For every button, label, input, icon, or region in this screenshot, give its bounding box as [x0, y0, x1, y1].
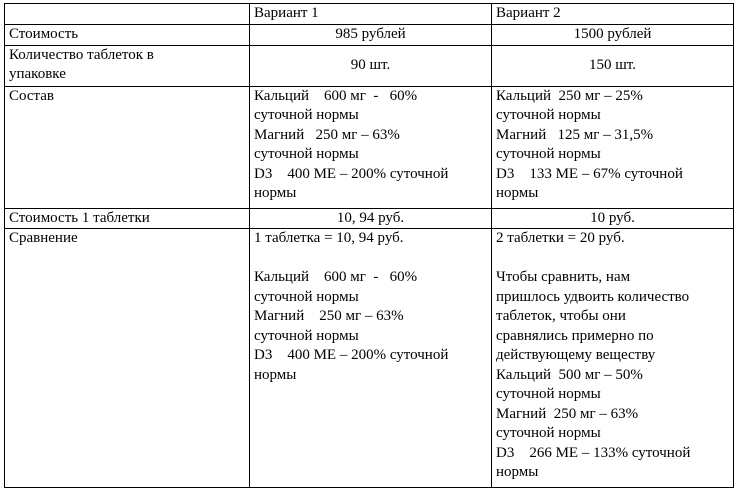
composition-v1-line: Магний 250 мг – 63% — [254, 126, 400, 143]
comparison-v2-line: пришлось удвоить количество — [496, 288, 690, 305]
composition-variant-1 — [250, 86, 492, 208]
composition-v1-line: суточной нормы — [254, 146, 359, 162]
header-variant-2: Вариант 2 — [492, 4, 734, 25]
composition-v2-line: суточной нормы — [496, 107, 601, 123]
composition-v1-line: Кальций 600 мг - 60% — [254, 87, 418, 104]
composition-v1-line: нормы — [254, 185, 297, 201]
comparison-v2-line: суточной нормы — [496, 425, 601, 441]
table-row-quantity — [5, 45, 734, 86]
row-label-comparison: Сравнение — [5, 229, 250, 488]
price-variant-2: 1500 рублей — [492, 24, 734, 45]
comparison-v2-line: суточной нормы — [496, 386, 601, 402]
row-label-price: Стоимость — [5, 24, 250, 45]
tablet-price-variant-1: 10, 94 руб. — [250, 208, 492, 229]
composition-v1-line: D3 400 МЕ – 200% суточной — [254, 165, 449, 182]
table-row-composition — [5, 86, 734, 208]
price-variant-1: 985 рублей — [250, 24, 492, 45]
header-empty-cell — [5, 4, 250, 25]
comparison-v2-line — [496, 249, 729, 269]
quantity-variant-1: 90 шт. — [250, 45, 492, 86]
comparison-v2-line: 2 таблетки = 20 руб. — [496, 230, 625, 246]
row-label-composition: Состав — [5, 86, 250, 208]
quantity-variant-2: 150 шт. — [492, 45, 734, 86]
comparison-v2-line: действующему веществу — [496, 347, 656, 363]
comparison-v1-line: D3 400 МЕ – 200% суточной — [254, 347, 449, 363]
comparison-v1-line: суточной нормы — [254, 327, 359, 344]
composition-v2-line: нормы — [496, 185, 539, 201]
row-label-quantity — [5, 45, 250, 86]
composition-v2-line: Кальций 250 мг – 25% — [496, 87, 643, 104]
tablet-price-variant-2: 10 руб. — [492, 208, 734, 229]
comparison-v2-line: Магний 250 мг – 63% — [496, 405, 639, 422]
comparison-v1-line: нормы — [254, 366, 297, 383]
row-label-quantity-line: упаковке — [9, 66, 66, 82]
comparison-v2-line: сравнялись примерно по — [496, 327, 654, 344]
row-label-tablet-price: Стоимость 1 таблетки — [5, 208, 250, 229]
comparison-v1-line: Магний 250 мг – 63% — [254, 308, 404, 324]
comparison-variant-2 — [492, 229, 734, 488]
comparison-v1-line — [254, 249, 487, 269]
table-row-tablet-price — [5, 208, 734, 229]
row-label-quantity-line: Количество таблеток в — [9, 46, 154, 63]
comparison-variant-1 — [250, 229, 492, 488]
composition-v2-line: D3 133 МЕ – 67% суточной — [496, 165, 683, 182]
composition-v2-line: Магний 125 мг – 31,5% — [496, 126, 654, 143]
comparison-v2-line: таблеток, чтобы они — [496, 308, 626, 324]
comparison-v1-line: 1 таблетка = 10, 94 руб. — [254, 230, 404, 246]
composition-variant-2 — [492, 86, 734, 208]
composition-v1-line: суточной нормы — [254, 107, 359, 123]
comparison-v2-line: Кальций 500 мг – 50% — [496, 366, 643, 383]
comparison-v2-line: нормы — [496, 464, 539, 480]
comparison-table — [4, 3, 734, 488]
table-header-row — [5, 4, 734, 25]
composition-v2-line: суточной нормы — [496, 146, 601, 162]
comparison-v1-line: суточной нормы — [254, 288, 359, 305]
comparison-v1-line: Кальций 600 мг - 60% — [254, 269, 418, 285]
comparison-v2-line: D3 266 МЕ – 133% суточной — [496, 444, 691, 461]
header-variant-1: Вариант 1 — [250, 4, 492, 25]
table-row-price — [5, 24, 734, 45]
table-row-comparison — [5, 229, 734, 488]
comparison-v2-line: Чтобы сравнить, нам — [496, 269, 631, 285]
